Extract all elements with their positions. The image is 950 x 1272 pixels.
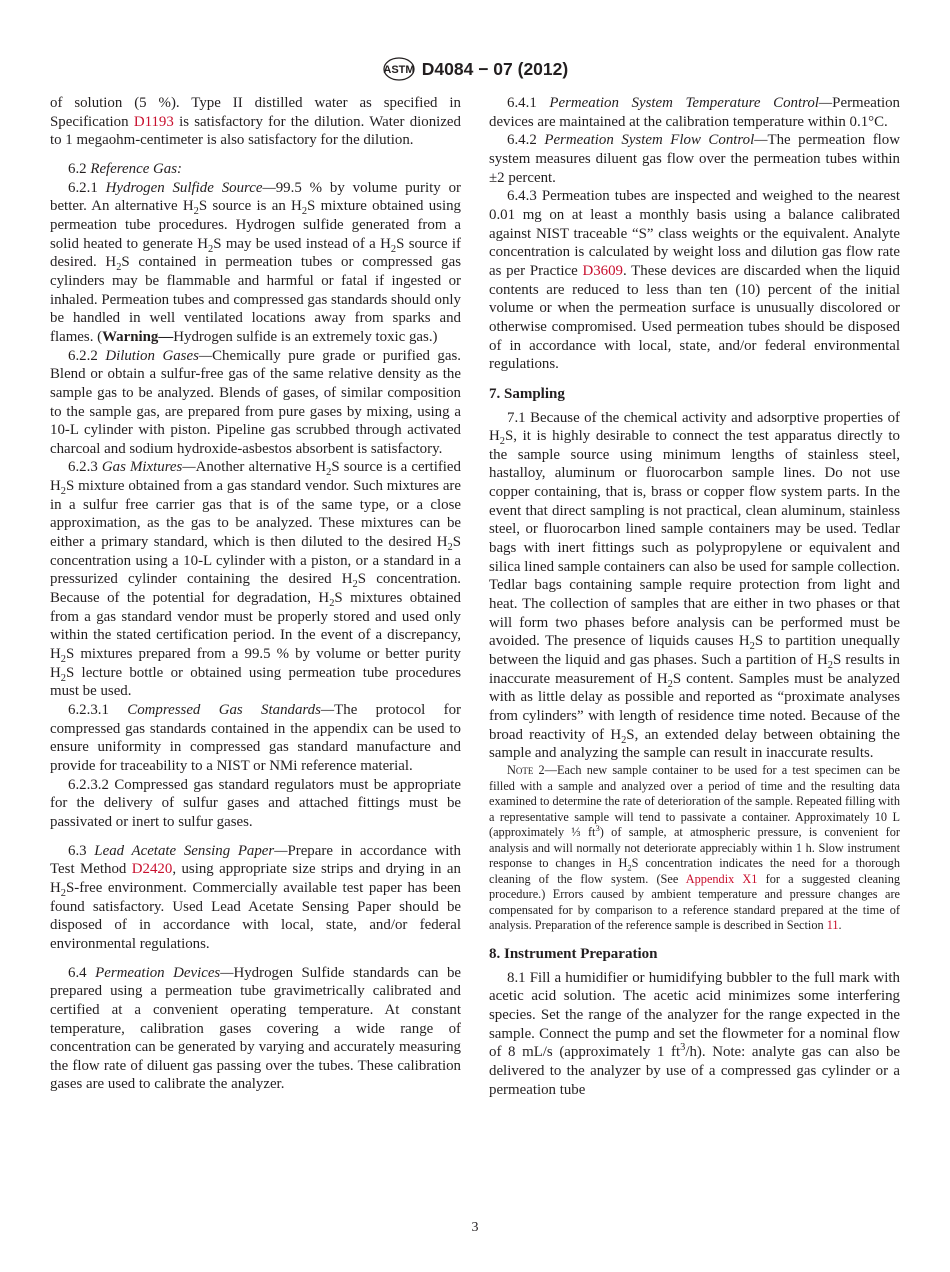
paragraph xyxy=(50,701,461,776)
paragraph xyxy=(50,179,461,347)
text-run: S lecture bottle or obtained using permeation tube procedures must be used. xyxy=(50,664,461,700)
text-run: is satisfactory for the dilution. Water dionized to 1 megaohm-centimeter is also satisfactory for the dilution. xyxy=(50,113,461,149)
text-run: 6.4 xyxy=(68,964,96,981)
subscript: 2 xyxy=(827,660,833,671)
text-run: S source is an H xyxy=(198,198,302,215)
italic-term: Compressed Gas Standards— xyxy=(127,702,335,718)
text-run: 6.2.3.2 Compressed gas standard regulators must be appropriate for the delivery of sulfur gases and attached fittings must be passivated or inert to sulfur gases. xyxy=(50,776,461,830)
subscript: 2 xyxy=(621,734,627,746)
paragraph xyxy=(489,969,900,1100)
italic-term: Permeation System Flow Control— xyxy=(544,132,768,149)
italic-term: Hydrogen Sulfide Source— xyxy=(105,179,276,196)
text-run: S-free environment. Commercially available test paper has been found satisfactory. Used Lead Acetate Sensing Paper should be disposed of in accordance with local, state, and/or federal environmental regulations. xyxy=(50,879,461,952)
superscript: 3 xyxy=(595,823,600,834)
subscript: 2 xyxy=(447,542,453,554)
text-run: of solution (5 %). Type II distilled water as specified in Specification xyxy=(50,95,461,130)
text-run: Prepare in accordance with Test Method xyxy=(50,842,461,878)
page-number: 3 xyxy=(471,1220,479,1235)
svg-text:ASTM: ASTM xyxy=(383,64,415,76)
paragraph xyxy=(50,347,461,459)
italic-term: Reference Gas: xyxy=(90,160,182,177)
text-run: Permeation devices are maintained at the calibration temperature within 0.1°C. xyxy=(489,95,900,130)
text-run: S mixture obtained using permeation tube procedures. Hydrogen sulfide generated from a solid heated to generate H xyxy=(50,198,461,252)
left-column xyxy=(50,94,461,1094)
text-run: S, an extended delay between obtaining the sample and analyzing the sample can result in inaccurate results. xyxy=(489,726,900,762)
text-run: The permeation flow system measures diluent gas flow over the permeation tubes within ±2 percent. xyxy=(489,132,900,186)
note-label: Note xyxy=(507,762,534,777)
italic-term: Lead Acetate Sensing Paper— xyxy=(94,842,288,859)
text-run: S source is a certified H xyxy=(50,459,461,495)
reference-link[interactable]: D1193 xyxy=(133,113,174,130)
text-run: S mixture obtained from a gas standard vendor. Such mixtures are in a sulfur free carrier gas that is of the same type, or a close approximation, as the gas to be analyzed. These mixtures can be either a primary standard, which is then diluted to the desired H xyxy=(50,478,461,551)
right-column xyxy=(489,94,900,1099)
subscript: 2 xyxy=(499,436,505,448)
text-run: 6.2.2 xyxy=(68,347,106,364)
paragraph xyxy=(489,187,900,374)
text-run: 6.4.1 xyxy=(507,95,550,111)
subscript: 2 xyxy=(301,206,308,218)
paragraph xyxy=(50,776,461,832)
text-run: S concentration using a 10-L cylinder with a piston, or a standard in a pressurized cylinder containing the desired H xyxy=(50,534,461,588)
paragraph xyxy=(50,964,461,1095)
page-header xyxy=(0,56,950,82)
reference-link[interactable]: 11 xyxy=(826,918,839,933)
text-run: . These devices are discarded when the liquid contents are reduced to less than ten (10) percent of the initial volume or when the permeation surface is unusually discolored or otherwise compromised. Used permeation tubes should be disposed of in accordance with local, state, and/or federal environmental regulations. xyxy=(489,262,900,373)
paragraph xyxy=(50,458,461,701)
text-run: 6.2.1 xyxy=(68,179,106,196)
paragraph xyxy=(489,94,900,131)
text-run: S contained in permeation tubes or compressed gas cylinders may be flammable and harmful or fatal if ingested or inhaled. Permeation tubes and compressed gas standards should only be handled in well ventilated locations away from sparks and flames. ( xyxy=(50,254,462,345)
text-run: S results in inaccurate measurement of H xyxy=(489,652,900,687)
text-run: /h). Note: analyte gas can also be delivered to the analyzer by use of a compressed gas cylinder or a permeation tube xyxy=(489,1044,900,1098)
text-run: 6.2 xyxy=(68,160,91,177)
text-run: The protocol for compressed gas standards contained in the appendix can be used to ensure uniformity in compressed gas standard manufacture and provide for traceability to a NIST or NMi reference material. xyxy=(50,702,461,774)
text-run: 6.4.3 Permeation tubes are inspected and weighed to the nearest 0.01 mg on at least a monthly basis using a balance calibrated against NIST traceable “S” class weights or the equivalent. Analyte concentration is calculated by weight loss and dilution gas flow rate as per Practice xyxy=(489,188,900,279)
subscript: 2 xyxy=(60,654,66,665)
italic-term: Permeation System Temperature Control— xyxy=(549,95,833,111)
text-run: for a suggested cleaning procedure.) Errors caused by ambient temperature and pressure changes are compensated for by comparison to a reference standard prepared at the time of analysis. Preparation of the reference sample is described in Section xyxy=(489,871,900,933)
text-run: Chemically pure grade or purified gas. Blend or obtain a sulfur-free gas of the same relative density as the sample gas to be analyzed. Blends of gases, of similar composition to the sample gas, are prepared from pure gases by mixing, using a 10-L cylinder with piston. Pipeline gas scrubbed through activated charcoal and sodium hydroxide-asbestos absorbent is satisfactory. xyxy=(50,347,461,457)
subscript: 2 xyxy=(667,678,673,690)
text-run: ) of sample, at atmospheric pressure, is convenient for analysis and will normally not deteriorate appreciably within 1 h. Slow instrument response to changes in H xyxy=(489,825,900,871)
text-run: 8.1 Fill a humidifier or humidifying bubbler to the full mark with acetic acid solution. The acetic acid minimizes some interfering species. Set the range of the analyzer for the range expected in the sample. Connect the pump and set the flowmeter for a nominal flow of 8 mL/s (approximately 1 ft xyxy=(489,969,900,1061)
document-id: D4084 − 07 (2012) xyxy=(421,58,569,79)
subscript: 2 xyxy=(627,862,632,873)
subscript: 2 xyxy=(352,579,358,591)
italic-term: Permeation Devices— xyxy=(95,964,234,981)
subscript: 2 xyxy=(329,598,335,610)
subscript: 2 xyxy=(749,641,755,653)
text-run: S concentration. Because of the potential for degradation, H xyxy=(50,571,461,607)
text-run: S mixtures prepared from a 99.5 % by volume or better purity H xyxy=(50,646,461,681)
subscript: 2 xyxy=(326,467,332,479)
italic-term: Gas Mixtures— xyxy=(101,459,196,476)
bold-warning: Warning— xyxy=(102,328,174,345)
subscript: 2 xyxy=(116,262,122,274)
text-run: S content. Samples must be analyzed with as little delay as possible and reported as “proximate analyses from cylinders” with length of residence time noted. Because of the broad reactivity of H xyxy=(489,670,900,743)
paragraph xyxy=(489,409,900,763)
subscript: 2 xyxy=(193,206,199,218)
section-heading: 7. Sampling xyxy=(489,385,565,402)
text-run: S, it is highly desirable to connect the test apparatus directly to the sample source using minimum lengths of stainless steel, hastalloy, aluminum or fluorocarbon sample lines. Do not use copper containing, that is, brass or copper flow system parts. In the event that direct sampling is not practical, clean aluminum, stainless steel, or fluorocarbon lined sample containers may be used. Tedlar bags with inert fittings such as polypropylene or equivalent and silica lined sample containers can also be used for sample collection. Tedlar bags containing sample require protection from light and heat. The collection of samples that are either in two phases or that will form two phases before analysis can be performed must be avoided. The presence of liquids causes H xyxy=(489,428,900,650)
text-run: S source if desired. H xyxy=(50,235,462,271)
note-paragraph xyxy=(489,763,900,934)
text-run: 7.1 Because of the chemical activity and adsorptive properties of H xyxy=(489,409,900,445)
italic-term: Dilution Gases— xyxy=(105,347,213,364)
text-run: S may be used instead of a H xyxy=(213,235,391,252)
subscript: 2 xyxy=(60,672,66,684)
text-run: Another alternative H xyxy=(195,459,327,476)
text-run: S mixtures obtained from a gas standard vendor must be properly stored and used only within the stated certification period. In the event of a discrepancy, H xyxy=(50,590,461,663)
subscript: 2 xyxy=(60,887,66,899)
subscript: 2 xyxy=(60,486,66,498)
reference-link[interactable]: D3609 xyxy=(582,262,624,279)
text-run: 6.3 xyxy=(68,842,95,859)
text-run: S to partition unequally between the liquid and gas phases. Such a partition of H xyxy=(489,633,900,669)
paragraph xyxy=(50,160,461,179)
paragraph xyxy=(50,842,461,954)
text-run: 2—Each new sample container to be used for a test specimen can be filled with a sample and analyzed over a period of time and the resulting data examined to determine the rate of deterioration of the sample. Repeated filling with a representative sample will tend to passivate a container. Approximately 10 L (approximately ⅓ ft xyxy=(489,762,900,840)
text-run: 6.4.2 xyxy=(507,132,545,149)
text-run: 99.5 % by volume purity or better. An alternative H xyxy=(50,179,461,215)
reference-link[interactable]: D2420 xyxy=(131,861,173,878)
text-run: , using appropriate size strips and drying in an H xyxy=(50,861,461,896)
text-run: Hydrogen sulfide is an extremely toxic gas.) xyxy=(173,328,438,345)
paragraph xyxy=(489,131,900,187)
subscript: 2 xyxy=(390,243,397,255)
superscript: 3 xyxy=(680,1042,686,1054)
paragraph xyxy=(50,94,461,150)
subscript: 2 xyxy=(207,243,214,255)
text-run: . xyxy=(838,918,842,933)
section-heading: 8. Instrument Preparation xyxy=(489,945,658,962)
text-run: 6.2.3 xyxy=(68,459,102,476)
reference-link[interactable]: Appendix X1 xyxy=(685,871,758,886)
text-run: S concentration indicates the need for a thorough cleaning of the flow system. (See xyxy=(489,856,900,886)
text-run: 6.2.3.1 xyxy=(68,702,128,718)
text-run: Hydrogen Sulfide standards can be prepared using a permeation tube gravimetrically calibrated and certified at a convenient operating temperature. At constant temperature, calibration gases covering a wide range of concentration can be generated by varying and accurately measuring the flow rate of diluent gas passing over the tubes. These calibration gases are used to calibrate the analyzer. xyxy=(50,964,461,1093)
astm-logo-icon xyxy=(382,56,416,82)
